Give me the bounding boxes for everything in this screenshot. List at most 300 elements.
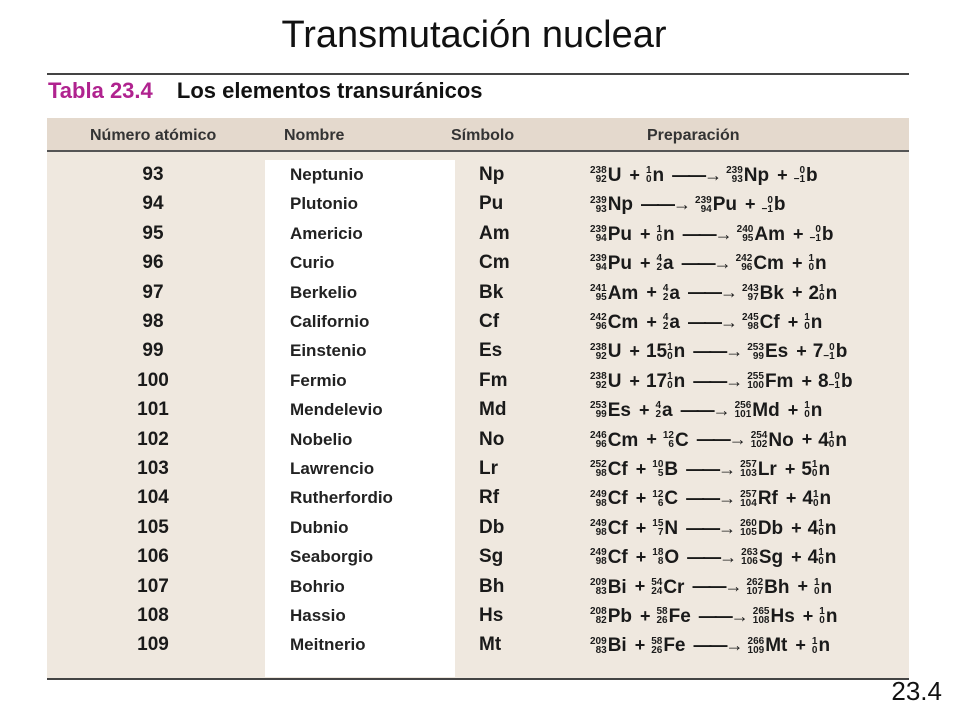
nuclide-symbol: U xyxy=(607,164,622,186)
coefficient: 15 xyxy=(645,341,668,363)
nuclide-symbol: b xyxy=(840,370,853,392)
nuclide-symbol: U xyxy=(607,341,622,363)
nuclide xyxy=(747,336,788,366)
nuclide-numbers xyxy=(663,431,674,449)
atomic-number-sub: −1 xyxy=(828,380,840,392)
mass-number: 242 xyxy=(590,312,607,324)
mass-number: 0 xyxy=(829,341,835,353)
atomic-number-sub: 98 xyxy=(747,321,759,333)
table-row xyxy=(47,219,909,248)
mass-number: 1 xyxy=(812,488,819,500)
nuclide-symbol: Am xyxy=(607,282,639,304)
nuclide-numbers xyxy=(804,313,810,331)
nuclide-numbers xyxy=(740,519,757,537)
element-name: Nobelio xyxy=(290,429,353,449)
plus-sign: + xyxy=(629,370,640,391)
atomic-number: 98 xyxy=(142,311,164,332)
nuclide xyxy=(667,336,685,366)
nuclide-numbers xyxy=(590,254,607,272)
mass-number: 238 xyxy=(590,371,607,383)
nuclide xyxy=(726,160,769,190)
mass-number: 1 xyxy=(818,518,824,530)
nuclide-symbol: Cf xyxy=(759,311,780,333)
atomic-number-sub: 92 xyxy=(595,350,607,362)
nuclide-symbol: Cm xyxy=(607,311,639,333)
mass-number: 15 xyxy=(652,518,664,530)
mass-number: 239 xyxy=(590,224,607,236)
nuclide-numbers xyxy=(651,578,662,596)
header-preparation: Preparación xyxy=(647,127,740,144)
preparation-equation xyxy=(590,630,832,660)
element-name: Neptunio xyxy=(290,165,364,184)
nuclide xyxy=(656,248,673,278)
element-symbol: Es xyxy=(479,340,503,362)
atomic-number-sub: 5 xyxy=(657,468,664,480)
mass-number: 1 xyxy=(819,606,825,618)
nuclide-numbers xyxy=(651,637,662,655)
atomic-number-sub: 97 xyxy=(747,291,759,303)
nuclide-symbol: n xyxy=(652,164,665,186)
plus-sign: + xyxy=(787,399,799,420)
coefficient: 4 xyxy=(802,488,813,510)
nuclide xyxy=(590,572,627,602)
nuclide-symbol: Es xyxy=(764,341,789,363)
nuclide-numbers xyxy=(819,607,825,625)
mass-number: 255 xyxy=(747,371,764,383)
nuclide-symbol: Mt xyxy=(765,635,788,657)
nuclide-symbol: Bh xyxy=(764,576,790,598)
atomic-number-sub: 98 xyxy=(595,497,607,509)
atomic-number-sub: 0 xyxy=(667,350,673,362)
nuclide xyxy=(590,601,632,631)
atomic-number-sub: 94 xyxy=(595,262,607,274)
atomic-number-sub: 82 xyxy=(595,615,607,627)
nuclide xyxy=(741,542,783,572)
nuclide-numbers xyxy=(590,401,607,419)
element-symbol: Lr xyxy=(479,458,498,479)
mass-number: 1 xyxy=(667,341,673,353)
plus-sign: + xyxy=(791,252,803,273)
nuclide xyxy=(753,601,795,631)
nuclide-numbers xyxy=(829,431,835,449)
nuclide xyxy=(652,483,678,513)
reaction-arrow: ——→ xyxy=(681,252,730,273)
nuclide-numbers xyxy=(590,519,607,537)
nuclide-numbers xyxy=(751,431,768,449)
nuclide xyxy=(663,425,689,455)
atomic-number-sub: 0 xyxy=(828,438,835,450)
plus-sign: + xyxy=(801,370,812,391)
nuclide-numbers xyxy=(590,431,607,449)
coefficient: 17 xyxy=(645,370,668,392)
nuclide-symbol: n xyxy=(819,488,832,510)
atomic-number-sub: 0 xyxy=(804,409,810,421)
mass-number: 239 xyxy=(590,194,607,206)
nuclide-symbol: Bi xyxy=(607,635,627,657)
preparation-equation xyxy=(590,425,849,455)
mass-number: 1 xyxy=(811,459,818,471)
atomic-number-sub: 108 xyxy=(752,615,770,627)
atomic-number: 105 xyxy=(137,516,169,538)
atomic-number-sub: 2 xyxy=(656,262,663,274)
atomic-number-sub: 95 xyxy=(742,233,754,245)
mass-number: 1 xyxy=(818,547,824,559)
mass-number: 0 xyxy=(767,194,773,206)
reaction-arrow: ——→ xyxy=(698,605,747,626)
nuclide xyxy=(736,248,784,278)
atomic-number-sub: 0 xyxy=(808,262,815,274)
nuclide-symbol: n xyxy=(820,576,833,598)
reaction-arrow: ——→ xyxy=(686,488,735,509)
nuclide xyxy=(812,630,830,660)
nuclide xyxy=(748,630,788,660)
nuclide xyxy=(737,219,785,249)
atomic-number-sub: 96 xyxy=(595,321,607,333)
mass-number: 12 xyxy=(662,429,674,441)
nuclide xyxy=(762,189,786,219)
mass-number: 0 xyxy=(799,165,806,177)
mass-number: 1 xyxy=(819,282,825,294)
table-row xyxy=(47,572,909,601)
nuclide xyxy=(590,219,632,249)
mass-number: 238 xyxy=(590,341,607,353)
nuclide-numbers xyxy=(590,284,607,302)
reaction-arrow: ——→ xyxy=(693,341,742,362)
atomic-number-sub: 8 xyxy=(657,556,664,568)
atomic-number-sub: 0 xyxy=(819,291,825,303)
nuclide-numbers xyxy=(656,225,662,243)
nuclide xyxy=(746,572,789,602)
reaction-arrow: ——→ xyxy=(693,370,742,391)
atomic-number-sub: 7 xyxy=(657,527,664,539)
element-symbol: Md xyxy=(479,399,507,421)
table-row xyxy=(47,454,909,483)
nuclide-symbol: n xyxy=(825,282,838,304)
atomic-number-sub: 0 xyxy=(667,380,673,392)
nuclide xyxy=(818,513,836,543)
nuclide xyxy=(751,425,794,455)
mass-number: 1 xyxy=(813,576,820,588)
mass-number: 257 xyxy=(740,488,757,500)
nuclide xyxy=(646,160,664,190)
nuclide xyxy=(735,395,780,425)
nuclide xyxy=(656,219,674,249)
nuclide-symbol: n xyxy=(673,370,686,392)
plus-sign: + xyxy=(791,517,802,538)
element-symbol: Pu xyxy=(479,193,504,215)
element-name: Bohrio xyxy=(290,576,345,596)
plus-sign: + xyxy=(785,488,797,509)
reaction-arrow: ——→ xyxy=(686,458,735,479)
nuclide-symbol: Cr xyxy=(663,576,685,598)
atomic-number-sub: −1 xyxy=(793,174,806,186)
nuclide-symbol: Db xyxy=(757,517,784,539)
mass-number: 265 xyxy=(752,606,770,618)
plus-sign: + xyxy=(791,282,803,303)
nuclide xyxy=(695,189,737,219)
nuclide xyxy=(652,454,678,484)
plus-sign: + xyxy=(744,194,756,215)
nuclide xyxy=(663,278,680,308)
nuclide-numbers xyxy=(590,225,607,243)
nuclide-numbers xyxy=(726,166,743,184)
nuclide-symbol: Sg xyxy=(758,546,784,568)
atomic-number-sub: 0 xyxy=(812,497,819,509)
plus-sign: + xyxy=(646,311,657,332)
mass-number: 242 xyxy=(735,253,753,265)
mass-number: 58 xyxy=(651,635,663,647)
plus-sign: + xyxy=(634,576,646,597)
atomic-number-sub: 0 xyxy=(818,527,824,539)
atomic-number-sub: 0 xyxy=(818,556,824,568)
nuclide-symbol: n xyxy=(663,223,675,245)
atomic-number-sub: 104 xyxy=(740,497,757,509)
nuclide-symbol: a xyxy=(669,282,680,304)
nuclide xyxy=(651,572,684,602)
table-row xyxy=(47,160,909,189)
atomic-number-sub: 98 xyxy=(595,468,607,480)
nuclide xyxy=(652,513,678,543)
preparation-equation xyxy=(590,542,838,572)
plus-sign: + xyxy=(797,576,808,597)
plus-sign: + xyxy=(635,458,647,479)
nuclide-numbers xyxy=(652,548,663,566)
mass-number: 266 xyxy=(747,635,765,647)
element-name: Curio xyxy=(290,253,335,273)
nuclide xyxy=(829,425,847,455)
nuclide-symbol: Cf xyxy=(607,517,628,539)
mass-number: 58 xyxy=(656,606,668,618)
mass-number: 239 xyxy=(695,194,712,206)
atomic-number-sub: 98 xyxy=(595,527,607,539)
preparation-equation xyxy=(590,366,855,396)
nuclide xyxy=(823,336,847,366)
atomic-number-sub: 6 xyxy=(668,438,674,450)
atomic-number: 99 xyxy=(142,340,164,362)
mass-number: 1 xyxy=(645,165,652,177)
preparation-equation xyxy=(590,248,829,278)
plus-sign: + xyxy=(639,223,651,244)
nuclide-numbers xyxy=(735,401,752,419)
header-atomic-number: Número atómico xyxy=(90,127,217,144)
nuclide xyxy=(590,542,628,572)
preparation-equation xyxy=(590,483,833,513)
nuclide-numbers xyxy=(590,637,607,655)
element-symbol: Bk xyxy=(479,281,504,303)
nuclide-numbers xyxy=(736,254,753,272)
mass-number: 240 xyxy=(736,224,754,236)
table-row xyxy=(47,307,909,336)
mass-number: 246 xyxy=(590,429,607,441)
atomic-number-sub: 99 xyxy=(595,409,607,421)
plus-sign: + xyxy=(784,458,796,479)
nuclide-symbol: C xyxy=(674,429,689,451)
atomic-number: 94 xyxy=(142,193,164,215)
nuclide-numbers xyxy=(747,343,764,361)
header-name: Nombre xyxy=(284,127,345,144)
element-name: Fermio xyxy=(290,370,347,390)
nuclide-symbol: Pu xyxy=(712,194,737,216)
nuclide-symbol: a xyxy=(663,252,674,274)
preparation-equation xyxy=(590,307,824,337)
plus-sign: + xyxy=(795,635,806,656)
atomic-number-sub: 99 xyxy=(752,350,764,362)
nuclide-symbol: Cm xyxy=(753,252,784,274)
nuclide-symbol: n xyxy=(815,252,827,274)
reaction-arrow: ——→ xyxy=(687,311,736,332)
reaction-arrow: ——→ xyxy=(696,429,745,450)
nuclide-numbers xyxy=(740,460,757,478)
nuclide-numbers xyxy=(818,519,824,537)
nuclide-symbol: a xyxy=(669,311,680,333)
slide-title: Transmutación nuclear xyxy=(281,14,667,56)
preparation-equation xyxy=(590,572,834,602)
nuclide-symbol: Am xyxy=(754,223,785,245)
nuclide-numbers xyxy=(695,196,712,214)
nuclide-symbol: n xyxy=(810,311,823,333)
nuclide xyxy=(590,278,638,308)
mass-number: 1 xyxy=(808,253,815,265)
nuclide-numbers xyxy=(741,548,758,566)
preparation-equation xyxy=(590,189,788,219)
plus-sign: + xyxy=(646,282,657,303)
nuclide-symbol: Fe xyxy=(668,605,691,627)
table-row xyxy=(47,483,909,512)
atomic-number-sub: 102 xyxy=(750,438,768,450)
atomic-number: 106 xyxy=(137,546,169,568)
mass-number: 4 xyxy=(662,312,669,324)
table-header-row xyxy=(47,118,909,152)
preparation-equation xyxy=(590,336,849,366)
nuclide-numbers xyxy=(794,166,805,184)
nuclide-symbol: n xyxy=(673,341,686,363)
mass-number: 1 xyxy=(811,635,818,647)
nuclide xyxy=(656,601,690,631)
atomic-number: 107 xyxy=(137,575,169,597)
nuclide-symbol: b xyxy=(773,194,786,216)
nuclide-numbers xyxy=(804,401,810,419)
atomic-number-sub: 0 xyxy=(819,615,825,627)
atomic-number-sub: −1 xyxy=(809,233,821,245)
coefficient: 5 xyxy=(801,458,812,480)
plus-sign: + xyxy=(787,311,799,332)
nuclide-symbol: Rf xyxy=(757,488,778,510)
element-name: Einstenio xyxy=(290,341,367,361)
nuclide xyxy=(590,189,633,219)
atomic-number-sub: 98 xyxy=(595,556,607,568)
nuclide-numbers xyxy=(740,490,757,508)
nuclide-numbers xyxy=(829,372,840,390)
atomic-number-sub: 93 xyxy=(595,203,607,215)
plus-sign: + xyxy=(792,223,804,244)
nuclide xyxy=(819,278,837,308)
nuclide-symbol: Es xyxy=(607,399,631,421)
nuclide-symbol: Pu xyxy=(607,223,632,245)
table-number: Tabla 23.4 xyxy=(48,78,153,103)
mass-number: 1 xyxy=(656,224,663,236)
atomic-number: 93 xyxy=(142,164,164,185)
coefficient: 4 xyxy=(818,429,829,451)
nuclide-symbol: Cf xyxy=(607,546,628,568)
mass-number: 239 xyxy=(590,253,607,265)
atomic-number: 104 xyxy=(137,487,169,509)
plus-sign: + xyxy=(638,399,650,420)
nuclide-symbol: n xyxy=(825,605,838,627)
atomic-number: 109 xyxy=(137,634,169,656)
preparation-equation xyxy=(590,395,824,425)
reaction-arrow: ——→ xyxy=(680,399,729,420)
mass-number: 238 xyxy=(590,165,607,177)
mass-number: 263 xyxy=(741,547,758,559)
nuclide xyxy=(804,307,822,337)
nuclide xyxy=(819,601,837,631)
reaction-arrow: ——→ xyxy=(686,517,735,538)
plus-sign: + xyxy=(635,488,647,509)
nuclide xyxy=(590,425,638,455)
nuclide xyxy=(590,395,631,425)
table-top-rule xyxy=(47,73,909,75)
atomic-number-sub: 94 xyxy=(700,203,712,215)
mass-number: 1 xyxy=(828,429,835,441)
nuclide-numbers xyxy=(590,372,607,390)
nuclide-symbol: Fe xyxy=(663,635,686,657)
nuclide xyxy=(590,160,621,190)
mass-number: 249 xyxy=(590,488,607,500)
mass-number: 209 xyxy=(590,635,607,647)
nuclide xyxy=(590,454,628,484)
preparation-equation xyxy=(590,454,832,484)
nuclide xyxy=(590,630,627,660)
nuclide xyxy=(740,483,778,513)
plus-sign: + xyxy=(635,546,647,567)
coefficient: 4 xyxy=(807,546,819,568)
table-name: Los elementos transuránicos xyxy=(176,78,483,103)
nuclide xyxy=(590,336,621,366)
nuclide xyxy=(804,395,822,425)
nuclide xyxy=(809,219,833,249)
nuclide-symbol: Cf xyxy=(607,488,628,510)
mass-number: 4 xyxy=(655,400,662,412)
mass-number: 1 xyxy=(804,312,810,324)
nuclide-symbol: Np xyxy=(607,194,634,216)
nuclide-symbol: Md xyxy=(752,399,780,421)
nuclide-numbers xyxy=(746,578,763,596)
nuclide-numbers xyxy=(590,548,607,566)
nuclide xyxy=(590,483,628,513)
nuclide-symbol: b xyxy=(806,164,818,186)
atomic-number-sub: 95 xyxy=(595,291,607,303)
nuclide xyxy=(742,278,784,308)
nuclide xyxy=(590,248,632,278)
reaction-arrow: ——→ xyxy=(692,576,741,597)
nuclide-symbol: Np xyxy=(743,164,770,186)
nuclide-symbol: n xyxy=(835,429,847,451)
atomic-number-sub: 2 xyxy=(662,321,669,333)
mass-number: 18 xyxy=(652,547,664,559)
nuclide xyxy=(814,572,832,602)
plus-sign: + xyxy=(639,605,651,626)
mass-number: 253 xyxy=(747,341,764,353)
atomic-number-sub: 2 xyxy=(655,409,662,421)
nuclide-numbers xyxy=(655,401,661,419)
reaction-arrow: ——→ xyxy=(672,164,721,185)
mass-number: 209 xyxy=(590,576,607,588)
atomic-number-sub: 106 xyxy=(741,556,758,568)
nuclide-symbol: Cm xyxy=(607,429,639,451)
table-row xyxy=(47,395,909,424)
atomic-number-sub: 103 xyxy=(740,468,757,480)
atomic-number-sub: 96 xyxy=(595,438,607,450)
